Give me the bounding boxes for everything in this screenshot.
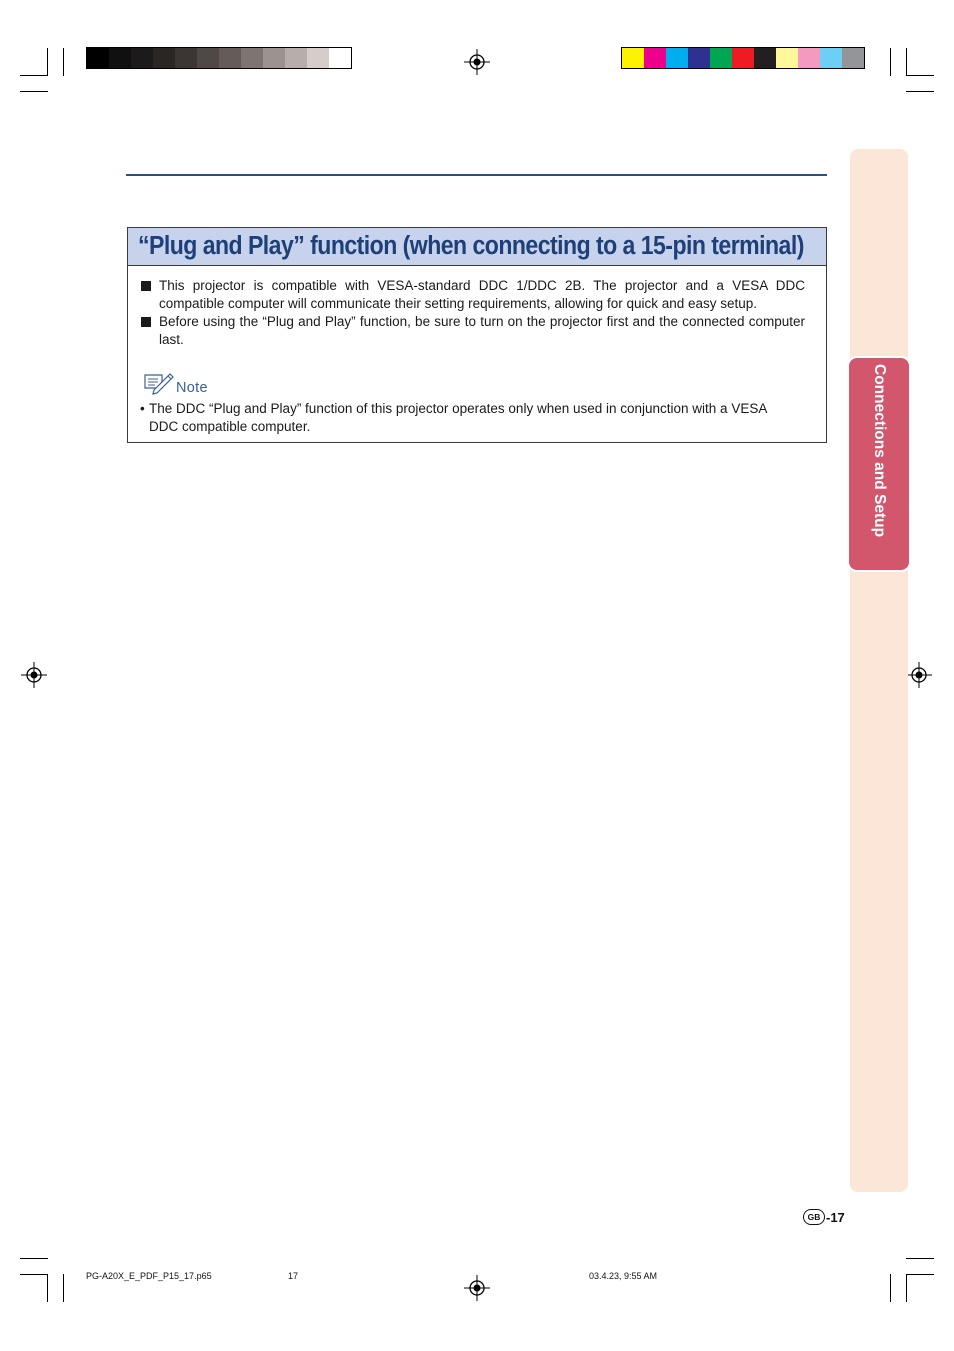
crop-mark: [20, 1258, 48, 1259]
registration-mark-icon: [464, 1275, 490, 1301]
note-line: The DDC “Plug and Play” function of this projector operates only when used in conjunction with a VESA: [149, 401, 768, 416]
color-swatch: [175, 48, 197, 68]
region-badge: GB: [803, 1209, 825, 1225]
note-line: DDC compatible computer.: [149, 418, 311, 434]
note-label: Note: [176, 380, 208, 396]
color-swatch: [197, 48, 219, 68]
color-swatch: [622, 48, 644, 68]
square-bullet-icon: [141, 317, 151, 327]
note-heading: [142, 368, 208, 396]
color-swatch: [776, 48, 798, 68]
section-title: “Plug and Play” function (when connecting to a 15-pin terminal): [138, 232, 804, 260]
square-bullet-icon: [141, 281, 151, 291]
crop-mark: [890, 48, 891, 76]
crop-mark: [906, 75, 934, 76]
color-swatch: [644, 48, 666, 68]
section-header: [128, 228, 826, 266]
registration-mark-icon: [464, 49, 490, 75]
note-bullet: •: [140, 401, 145, 416]
bullet-text: Before using the “Plug and Play” function, be sure to turn on the projector first and the connected computer last.: [159, 314, 805, 347]
crop-mark: [47, 1274, 48, 1302]
list-item: [141, 277, 805, 312]
crop-mark: [906, 48, 907, 76]
crop-mark: [906, 1274, 907, 1302]
chapter-strip: [850, 149, 908, 1192]
crop-mark: [20, 1274, 48, 1275]
color-swatch: [710, 48, 732, 68]
crop-mark: [906, 1274, 934, 1275]
crop-mark: [20, 91, 48, 92]
color-swatch: [307, 48, 329, 68]
color-swatch: [285, 48, 307, 68]
color-calibration-bar: [621, 47, 865, 69]
crop-mark: [906, 91, 934, 92]
color-swatch: [798, 48, 820, 68]
grey-calibration-bar: [86, 47, 352, 69]
header-rule: [126, 174, 827, 176]
footer-page: 17: [288, 1271, 299, 1281]
registration-mark-icon: [906, 662, 932, 688]
color-swatch: [87, 48, 109, 68]
registration-mark-icon: [21, 662, 47, 688]
color-swatch: [688, 48, 710, 68]
crop-mark: [47, 48, 48, 76]
crop-mark: [20, 75, 48, 76]
color-swatch: [666, 48, 688, 68]
list-item: [141, 313, 805, 348]
chapter-tab[interactable]: [849, 358, 909, 570]
color-swatch: [732, 48, 754, 68]
color-swatch: [109, 48, 131, 68]
crop-mark: [63, 1274, 64, 1302]
color-swatch: [820, 48, 842, 68]
pencil-note-icon: [142, 370, 174, 396]
chapter-tab-label: Connections and Setup: [871, 364, 888, 538]
color-swatch: [241, 48, 263, 68]
page-number: [803, 1209, 845, 1225]
bullet-list: [141, 277, 805, 349]
color-swatch: [153, 48, 175, 68]
crop-mark: [890, 1274, 891, 1302]
footer-timestamp: 03.4.23, 9:55 AM: [589, 1271, 658, 1281]
color-swatch: [263, 48, 285, 68]
note-text: [140, 400, 808, 435]
bullet-text: This projector is compatible with VESA-standard DDC 1/DDC 2B. The projector and a VESA DDC compatible computer will communicate their setting requirements, allowing for quick and easy setup.: [159, 278, 805, 311]
crop-mark: [63, 48, 64, 76]
crop-mark: [906, 1258, 934, 1259]
page-number-text: -17: [826, 1209, 845, 1225]
plug-and-play-section: [127, 227, 827, 443]
color-swatch: [842, 48, 864, 68]
color-swatch: [219, 48, 241, 68]
footer-filename: PG-A20X_E_PDF_P15_17.p65: [86, 1271, 212, 1281]
color-swatch: [754, 48, 776, 68]
color-swatch: [131, 48, 153, 68]
color-swatch: [329, 48, 351, 68]
